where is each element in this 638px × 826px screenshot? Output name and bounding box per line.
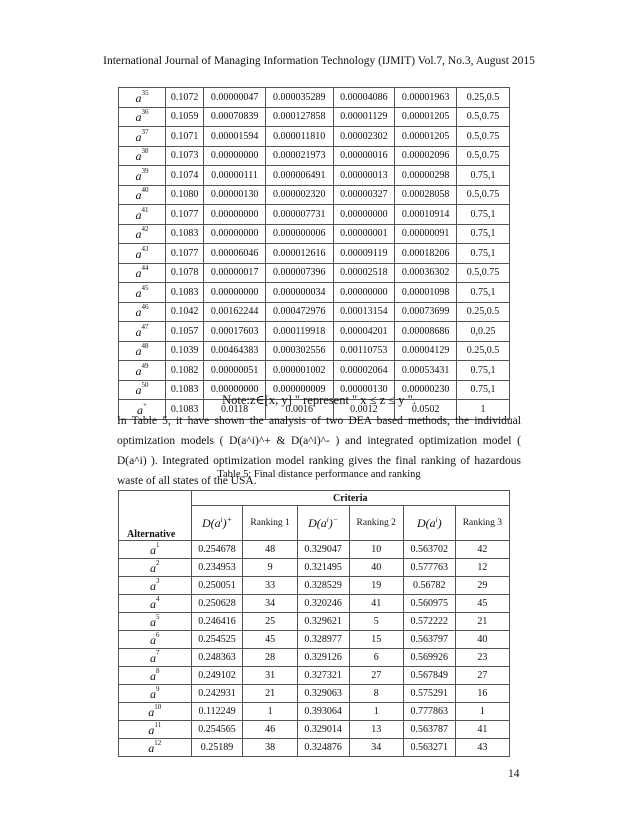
- value-cell: 0.0118: [204, 400, 266, 420]
- ranking-cell: 41: [349, 595, 403, 613]
- alternative-cell: $a^5$: [119, 613, 192, 631]
- ranking-cell: 46: [243, 721, 297, 739]
- value-cell: 0.1077: [166, 205, 204, 225]
- value-cell: 0.00000013: [333, 166, 395, 186]
- value-cell: 0.1082: [166, 361, 204, 381]
- paragraph-text: In Table 5, it have shown the analysis of two DEA based methods, the individual optimization models ( D(a^i)^+ & D(a^i)^- ) and integrated optimization model ( D(a^i) ). Integrated optimization model ranking gives the final ranking of hazardous waste of all states of the USA.: [117, 415, 521, 487]
- value-cell: 0.000007396: [265, 263, 333, 283]
- ranking-cell: 19: [349, 577, 403, 595]
- distance-cell: 0.328977: [297, 631, 349, 649]
- value-cell: 0.000119918: [265, 322, 333, 342]
- value-cell: 0.00000000: [204, 146, 266, 166]
- page-number: 14: [508, 768, 520, 780]
- ranking3-header: Ranking 3: [455, 506, 509, 541]
- value-cell: 0.75,1: [457, 244, 510, 264]
- distance-cell: 0.254565: [191, 721, 243, 739]
- value-cell: 0.00008686: [395, 322, 457, 342]
- journal-header: International Journal of Managing Information Technology (IJMIT) Vol.7, No.3, August 2015: [103, 55, 535, 67]
- value-cell: 0.75,1: [457, 205, 510, 225]
- value-cell: 0.00000000: [204, 380, 266, 400]
- value-cell: 0.1080: [166, 185, 204, 205]
- value-cell: 0.000021973: [265, 146, 333, 166]
- table-row: [119, 322, 510, 342]
- alternative-cell: $a^{36}$: [119, 107, 166, 127]
- ranking-cell: 38: [243, 739, 297, 757]
- ranking-cell: 5: [349, 613, 403, 631]
- alternative-cell: a+: [119, 400, 166, 420]
- alternative-cell: $a^{35}$: [119, 88, 166, 108]
- ranking-cell: 13: [349, 721, 403, 739]
- value-cell: 0.00070839: [204, 107, 266, 127]
- ranking-cell: 10: [349, 541, 403, 559]
- value-cell: 0.00000000: [204, 205, 266, 225]
- value-cell: 0.00162244: [204, 302, 266, 322]
- alternative-cell: $a^7$: [119, 649, 192, 667]
- table-4-continued: [118, 87, 510, 420]
- value-cell: 0.00002096: [395, 146, 457, 166]
- distance-cell: 0.328529: [297, 577, 349, 595]
- ranking-cell: 41: [455, 721, 509, 739]
- value-cell: 0.1083: [166, 224, 204, 244]
- table-row: [119, 559, 510, 577]
- distance-cell: 0.321495: [297, 559, 349, 577]
- table-row: [119, 205, 510, 225]
- value-cell: 0.1073: [166, 146, 204, 166]
- table-row: [119, 595, 510, 613]
- table-row: [119, 631, 510, 649]
- distance-cell: 0.25189: [191, 739, 243, 757]
- alternative-cell: $a^4$: [119, 595, 192, 613]
- value-cell: 0.00004201: [333, 322, 395, 342]
- value-cell: 0.00002064: [333, 361, 395, 381]
- value-cell: 0.00001098: [395, 283, 457, 303]
- alternative-cell: $a^9$: [119, 685, 192, 703]
- table-row: [119, 541, 510, 559]
- value-cell: 0.000000009: [265, 380, 333, 400]
- distance-cell: 0.393064: [297, 703, 349, 721]
- d-integrated-header: $D(a^i)$: [403, 506, 455, 541]
- ranking-cell: 1: [455, 703, 509, 721]
- distance-cell: 0.329063: [297, 685, 349, 703]
- table-row: [119, 185, 510, 205]
- value-cell: 0.5,0.75: [457, 127, 510, 147]
- value-cell: 0.75,1: [457, 283, 510, 303]
- ranking-cell: 40: [455, 631, 509, 649]
- table-row: [119, 127, 510, 147]
- distance-cell: 0.329126: [297, 649, 349, 667]
- value-cell: 0.25,0.5: [457, 341, 510, 361]
- value-cell: 0.75,1: [457, 166, 510, 186]
- alternative-cell: $a^8$: [119, 667, 192, 685]
- table-row: [119, 244, 510, 264]
- ranking-cell: 27: [455, 667, 509, 685]
- value-cell: 0.00002302: [333, 127, 395, 147]
- value-cell: 0.5,0.75: [457, 185, 510, 205]
- value-cell: 0.0502: [395, 400, 457, 420]
- distance-cell: 0.577763: [403, 559, 455, 577]
- table-5: [118, 490, 510, 757]
- value-cell: 0.00000016: [333, 146, 395, 166]
- distance-cell: 0.563271: [403, 739, 455, 757]
- value-cell: 0.1083: [166, 283, 204, 303]
- alternative-cell: $a^{38}$: [119, 146, 166, 166]
- ranking-cell: 21: [455, 613, 509, 631]
- alternative-cell: $a^{48}$: [119, 341, 166, 361]
- value-cell: 0.000001002: [265, 361, 333, 381]
- alternative-cell: $a^{43}$: [119, 244, 166, 264]
- value-cell: 0.00000111: [204, 166, 266, 186]
- alternative-cell: $a^{12}$: [119, 739, 192, 757]
- value-cell: 0.00000000: [204, 224, 266, 244]
- ranking-cell: 27: [349, 667, 403, 685]
- value-cell: 0.00053431: [395, 361, 457, 381]
- distance-cell: 0.563787: [403, 721, 455, 739]
- value-cell: 0.00000017: [204, 263, 266, 283]
- value-cell: 0.75,1: [457, 380, 510, 400]
- table-row: [119, 107, 510, 127]
- value-cell: 0.00009119: [333, 244, 395, 264]
- value-cell: 0.00000130: [333, 380, 395, 400]
- ranking-cell: 21: [243, 685, 297, 703]
- distance-cell: 0.254678: [191, 541, 243, 559]
- ranking-cell: 28: [243, 649, 297, 667]
- distance-cell: 0.563797: [403, 631, 455, 649]
- value-cell: 0.00001594: [204, 127, 266, 147]
- alternative-cell: $a^{45}$: [119, 283, 166, 303]
- distance-cell: 0.572222: [403, 613, 455, 631]
- distance-cell: 0.569926: [403, 649, 455, 667]
- value-cell: 0.00001963: [395, 88, 457, 108]
- table-row: [119, 577, 510, 595]
- table-row: [119, 703, 510, 721]
- value-cell: 0.00000230: [395, 380, 457, 400]
- table-row: [119, 649, 510, 667]
- distance-cell: 0.329621: [297, 613, 349, 631]
- table-row: [119, 302, 510, 322]
- distance-cell: 0.56782: [403, 577, 455, 595]
- alternative-cell: $a^{41}$: [119, 205, 166, 225]
- value-cell: 0.00006046: [204, 244, 266, 264]
- value-cell: 0.00018206: [395, 244, 457, 264]
- ranking-cell: 1: [349, 703, 403, 721]
- value-cell: 0.000006491: [265, 166, 333, 186]
- value-cell: 0.00004129: [395, 341, 457, 361]
- value-cell: 0.00001205: [395, 107, 457, 127]
- alternative-cell: $a^{49}$: [119, 361, 166, 381]
- value-cell: 0.000007731: [265, 205, 333, 225]
- ranking-cell: 43: [455, 739, 509, 757]
- ranking-cell: 40: [349, 559, 403, 577]
- value-cell: 0.00000000: [333, 205, 395, 225]
- alternative-cell: $a^{44}$: [119, 263, 166, 283]
- distance-cell: 0.234953: [191, 559, 243, 577]
- distance-cell: 0.112249: [191, 703, 243, 721]
- table-row: [119, 166, 510, 186]
- ranking1-header: Ranking 1: [243, 506, 297, 541]
- ranking-cell: 12: [455, 559, 509, 577]
- value-cell: 0.1057: [166, 322, 204, 342]
- value-cell: 0.1083: [166, 380, 204, 400]
- note-line: Note:z∈[x, y] " represent " x ≤ z ≤ y ".: [222, 393, 416, 407]
- table-row: [119, 685, 510, 703]
- alternative-cell: $a^{50}$: [119, 380, 166, 400]
- alternative-cell: $a^1$: [119, 541, 192, 559]
- table-row: [119, 739, 510, 757]
- value-cell: 0.000002320: [265, 185, 333, 205]
- value-cell: 0.0012: [333, 400, 395, 420]
- value-cell: 0.1071: [166, 127, 204, 147]
- value-cell: 0.00000327: [333, 185, 395, 205]
- value-cell: 0.00028058: [395, 185, 457, 205]
- distance-cell: 0.329014: [297, 721, 349, 739]
- value-cell: 0.000000034: [265, 283, 333, 303]
- value-cell: 0.1059: [166, 107, 204, 127]
- value-cell: 0.1039: [166, 341, 204, 361]
- value-cell: 0.000127858: [265, 107, 333, 127]
- d-minus-header: $D(a^i)^-$: [297, 506, 349, 541]
- table-row: [119, 263, 510, 283]
- alternative-cell: $a^{47}$: [119, 322, 166, 342]
- distance-cell: 0.254525: [191, 631, 243, 649]
- ranking-cell: 45: [243, 631, 297, 649]
- value-cell: 0.00000091: [395, 224, 457, 244]
- ranking-cell: 48: [243, 541, 297, 559]
- distance-cell: 0.250628: [191, 595, 243, 613]
- value-cell: 0.00001205: [395, 127, 457, 147]
- table-row: [119, 341, 510, 361]
- table-5-caption: Table 5: Final distance performance and ranking: [217, 469, 421, 480]
- value-cell: 0.000472976: [265, 302, 333, 322]
- value-cell: 0.00002518: [333, 263, 395, 283]
- ranking-cell: 29: [455, 577, 509, 595]
- value-cell: 0.00013154: [333, 302, 395, 322]
- distance-cell: 0.250051: [191, 577, 243, 595]
- table-row: [119, 283, 510, 303]
- alternative-cell: $a^{39}$: [119, 166, 166, 186]
- distance-cell: 0.560975: [403, 595, 455, 613]
- alternative-cell: $a^6$: [119, 631, 192, 649]
- criteria-header: Criteria: [191, 491, 509, 506]
- value-cell: 0.75,1: [457, 224, 510, 244]
- table-row: [119, 361, 510, 381]
- distance-cell: 0.320246: [297, 595, 349, 613]
- alternative-cell: $a^{11}$: [119, 721, 192, 739]
- alternative-cell: $a^2$: [119, 559, 192, 577]
- value-cell: 0.00000298: [395, 166, 457, 186]
- distance-cell: 0.563702: [403, 541, 455, 559]
- alternative-header: Alternative: [119, 491, 192, 541]
- value-cell: 0.00000000: [333, 283, 395, 303]
- value-cell: 0.00000047: [204, 88, 266, 108]
- ranking-cell: 34: [349, 739, 403, 757]
- alternative-cell: $a^{10}$: [119, 703, 192, 721]
- value-cell: 0.25,0.5: [457, 88, 510, 108]
- ranking-cell: 31: [243, 667, 297, 685]
- ranking-cell: 42: [455, 541, 509, 559]
- table-row: [119, 224, 510, 244]
- distance-cell: 0.242931: [191, 685, 243, 703]
- d-plus-header: $D(a^i)^+$: [191, 506, 243, 541]
- ranking-cell: 15: [349, 631, 403, 649]
- ranking2-header: Ranking 2: [349, 506, 403, 541]
- value-cell: 0.000011810: [265, 127, 333, 147]
- value-cell: 0.75,1: [457, 361, 510, 381]
- distance-cell: 0.246416: [191, 613, 243, 631]
- alternative-cell: $a^{42}$: [119, 224, 166, 244]
- distance-cell: 0.567849: [403, 667, 455, 685]
- distance-cell: 0.575291: [403, 685, 455, 703]
- value-cell: 0.1078: [166, 263, 204, 283]
- table-row: [119, 613, 510, 631]
- distance-cell: 0.249102: [191, 667, 243, 685]
- ranking-cell: 16: [455, 685, 509, 703]
- value-cell: 0.000035289: [265, 88, 333, 108]
- ranking-cell: 6: [349, 649, 403, 667]
- value-cell: 0.00464383: [204, 341, 266, 361]
- value-cell: 0.00000000: [204, 283, 266, 303]
- value-cell: 0.000012616: [265, 244, 333, 264]
- value-cell: 0.5,0.75: [457, 107, 510, 127]
- value-cell: 0.00073699: [395, 302, 457, 322]
- ranking-cell: 23: [455, 649, 509, 667]
- distance-cell: 0.327321: [297, 667, 349, 685]
- alternative-cell: $a^3$: [119, 577, 192, 595]
- value-cell: 0.000302556: [265, 341, 333, 361]
- distance-cell: 0.248363: [191, 649, 243, 667]
- table-row: [119, 146, 510, 166]
- ranking-cell: 34: [243, 595, 297, 613]
- value-cell: 0.1074: [166, 166, 204, 186]
- alternative-cell: $a^{37}$: [119, 127, 166, 147]
- value-cell: 0.5,0.75: [457, 263, 510, 283]
- value-cell: 0.1077: [166, 244, 204, 264]
- ranking-cell: 25: [243, 613, 297, 631]
- value-cell: 0,0.25: [457, 322, 510, 342]
- value-cell: 0.00004086: [333, 88, 395, 108]
- ranking-cell: 1: [243, 703, 297, 721]
- table-row: [119, 667, 510, 685]
- value-cell: 0.00010914: [395, 205, 457, 225]
- table-row: [119, 88, 510, 108]
- value-cell: 0.1042: [166, 302, 204, 322]
- distance-cell: 0.777863: [403, 703, 455, 721]
- alternative-cell: $a^{40}$: [119, 185, 166, 205]
- value-cell: 0.1083: [166, 400, 204, 420]
- value-cell: 0.00017603: [204, 322, 266, 342]
- value-cell: 0.25,0.5: [457, 302, 510, 322]
- value-cell: 0.00000001: [333, 224, 395, 244]
- distance-cell: 0.324876: [297, 739, 349, 757]
- ranking-cell: 8: [349, 685, 403, 703]
- value-cell: 0.00001129: [333, 107, 395, 127]
- ranking-cell: 33: [243, 577, 297, 595]
- value-cell: 0.00000130: [204, 185, 266, 205]
- value-cell: 1: [457, 400, 510, 420]
- alternative-cell: $a^{46}$: [119, 302, 166, 322]
- ranking-cell: 45: [455, 595, 509, 613]
- value-cell: 0.1072: [166, 88, 204, 108]
- value-cell: 0.5,0.75: [457, 146, 510, 166]
- value-cell: 0.00000051: [204, 361, 266, 381]
- value-cell: 0.0016: [265, 400, 333, 420]
- table-row: [119, 721, 510, 739]
- value-cell: 0.000000006: [265, 224, 333, 244]
- value-cell: 0.00110753: [333, 341, 395, 361]
- ranking-cell: 9: [243, 559, 297, 577]
- distance-cell: 0.329047: [297, 541, 349, 559]
- value-cell: 0.00036302: [395, 263, 457, 283]
